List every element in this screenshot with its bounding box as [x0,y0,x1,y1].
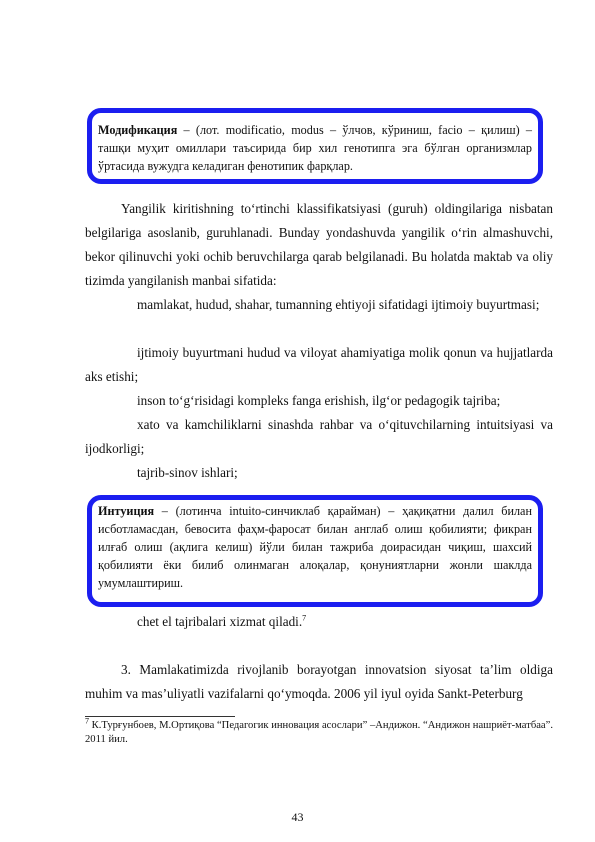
list-item [85,610,553,634]
page-number: 43 [291,810,304,824]
list-item: inson to‘g‘risidagi kompleks fanga erishish, ilg‘or pedagogik tajriba; [137,393,501,408]
definition-box-modification [87,108,543,184]
footnote [85,716,553,747]
list-item: mamlakat, hudud, shahar, tumanning ehtiyoji sifatidagi ijtimoiy buyurtmasi; [137,297,540,312]
paragraph-classification: Yangilik kiritishning to‘rtinchi klassifikatsiyasi (guruh) oldingilariga nisbatan belgilariga asoslanib, guruhlanadi. Bunday yondashuvda yangilik o‘rin almashuvchi, bekor qilinuvchi yoki ochib beruvchilarga qarab belgilanadi. Bu holatda maktab va oliy tizimda yangilanish manbai sifatida: [85,201,553,288]
footnote-number: 7 [85,716,89,726]
list-item: xato va kamchiliklarni sinashda rahbar va o‘qituvchilarning intuitsiyasi va ijodkorligi; [85,417,553,456]
definition-term: Интуиция [98,504,155,518]
paragraph-innovation-policy: 3. Mamlakatimizda rivojlanib borayotgan innovatsion siyosat ta’lim oldiga muhim va mas’uliyatli vazifalarni qo‘ymoqda. 2006 yil iyul oyida Sankt-Peterburg [85,662,553,701]
footnote-divider [85,716,235,717]
footnote-reference[interactable]: 7 [302,613,307,623]
definition-text: – (лот. modificatio, modus – ўлчов, кўриниш, facio – қилиш) – ташқи муҳит омиллари таъсирида бир хил генотипга эга бўлган организмлар ўртасида вужудга келадиган фенотипик фарқлар. [98,123,532,173]
list-item-text: chet el tajribalari xizmat qiladi. [137,614,303,629]
definition-box-intuition [87,495,543,607]
definition-text: – (лотинча intuito-синчиклаб қарайман) – ҳақиқатни далил билан исботламасдан, бевосита фаҳм-фаросат билан англаб олиш қобилияти; фикран илғаб олиш (ақлига келиш) йўли билан тажриба доирасидан чиқиш, шахсий қобилияти ёки билиб олинмаган алоқалар, қонуниятларни жонли шаклда умумлаштириш. [98,504,532,590]
list-item: tajrib-sinov ishlari; [137,465,238,480]
list-item: ijtimoiy buyurtmani hudud va viloyat ahamiyatiga molik qonun va hujjatlarda aks etishi; [85,345,553,384]
definition-term: Модификация [98,123,178,137]
footnote-text: К.Турғунбоев, М.Ортиқова “Педагогик инновация асослари” –Андижон. “Андижон нашриёт-матбаа”. 2011 йил. [85,720,553,745]
